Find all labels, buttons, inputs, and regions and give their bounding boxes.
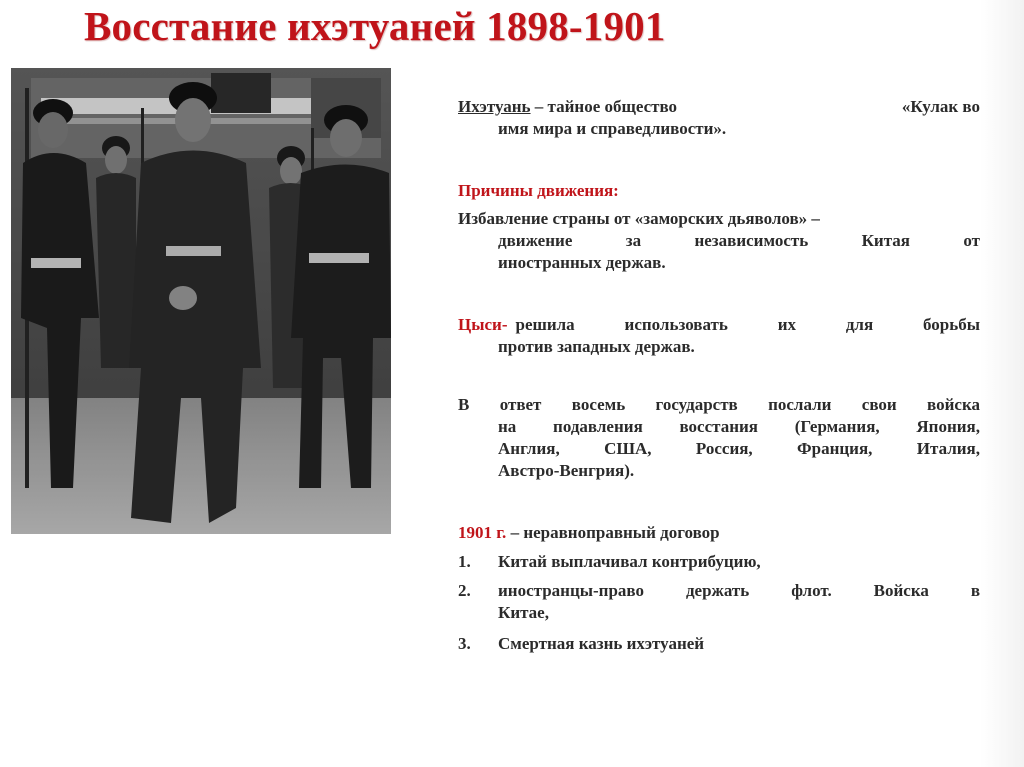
- treaty-item-number: 2.: [458, 581, 471, 600]
- causes-line-3: иностранных держав.: [498, 253, 666, 272]
- cixi-section: [458, 314, 980, 358]
- treaty-item-text: Китай выплачивал контрибуцию,: [498, 552, 761, 571]
- response-line-3: Англия, США, Россия, Франция, Италия,: [498, 439, 980, 458]
- response-line-1: В ответ восемь государств послали свои войска: [458, 395, 980, 414]
- treaty-item-number: 3.: [458, 634, 471, 653]
- treaty-item-text: Смертная казнь ихэтуаней: [498, 634, 705, 653]
- response-section: [458, 394, 980, 482]
- treaty-item-number: 1.: [458, 552, 471, 571]
- cixi-line-1: [458, 314, 980, 336]
- society-term: Ихэтуань: [458, 97, 531, 116]
- cixi-line-1-text: решила использовать их для борьбы: [515, 315, 980, 334]
- society-line-1: [458, 96, 980, 118]
- causes-section: [458, 180, 980, 274]
- cixi-name: Цыси-: [458, 315, 508, 334]
- treaty-heading-text: – неравноправный договор: [510, 523, 720, 542]
- photo-illustration: [11, 68, 391, 534]
- causes-line-2: движение за независимость Китая от: [498, 231, 980, 250]
- historical-photo: [11, 68, 391, 534]
- society-def-part1: – тайное общество: [534, 97, 678, 116]
- cixi-line-2: против западных держав.: [498, 337, 695, 356]
- treaty-item-text-cont: Китае,: [498, 603, 549, 622]
- treaty-year: 1901 г.: [458, 523, 507, 542]
- slide-title: Восстание ихэтуаней 1898-1901: [84, 3, 666, 49]
- society-def-part2: «Кулак во: [901, 97, 980, 116]
- treaty-item-1: [458, 551, 980, 573]
- treaty-item-text: иностранцы-право держать флот. Войска в: [498, 581, 980, 600]
- causes-line-1: Избавление страны от «заморских дьяволов» –: [458, 209, 820, 228]
- causes-heading: Причины движения:: [458, 181, 619, 200]
- society-definition: [458, 96, 980, 140]
- treaty-heading: [458, 522, 980, 544]
- treaty-item-3: [458, 633, 980, 655]
- society-line-2: имя мира и справедливости».: [498, 119, 727, 138]
- treaty-item-2: [458, 580, 980, 624]
- response-line-4: Австро-Венгрия).: [498, 461, 635, 480]
- slide-edge-shadow: [980, 0, 1024, 767]
- response-line-2: на подавления восстания (Германия, Япония,: [498, 417, 980, 436]
